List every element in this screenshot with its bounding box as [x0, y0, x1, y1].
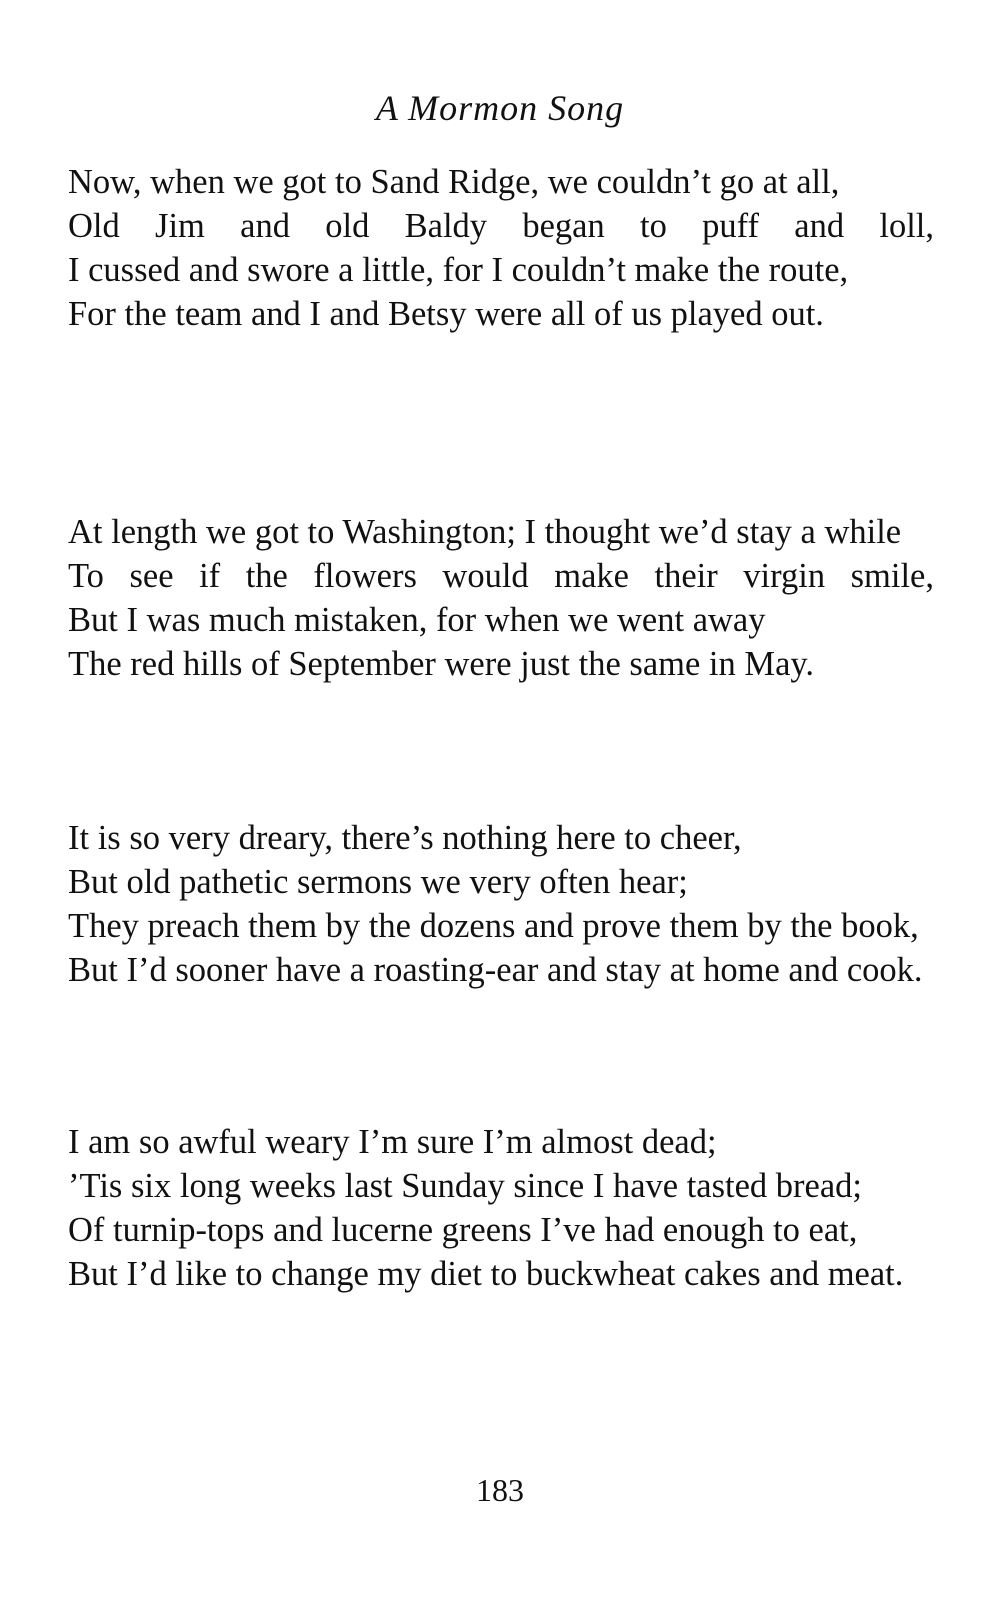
verse-line: The red hills of September were just the same in May. [68, 645, 815, 683]
verse-line: ’Tis six long weeks last Sunday since I have tasted bread; [68, 1167, 863, 1205]
verse-line: Old Jim and old Baldy began to puff and loll, [68, 207, 934, 245]
verse-line: They preach them by the dozens and prove them by the book, [68, 907, 919, 945]
verse-line: Now, when we got to Sand Ridge, we couldn’t go at all, [68, 163, 840, 201]
verse-line: For the team and I and Betsy were all of us played out. [68, 295, 824, 333]
verse-line: Of turnip-tops and lucerne greens I’ve had enough to eat, [68, 1211, 858, 1249]
verse-line: I am so awful weary I’m sure I’m almost dead; [68, 1123, 717, 1161]
page-number: 183 [476, 1472, 524, 1508]
verse-line: It is so very dreary, there’s nothing here to cheer, [68, 819, 742, 857]
verse-line: To see if the flowers would make their virgin smile, [68, 557, 934, 595]
verse-line: At length we got to Washington; I thought we’d stay a while [68, 513, 902, 551]
running-title: A Mormon Song [375, 88, 625, 128]
verse-line: But I’d like to change my diet to buckwheat cakes and meat. [68, 1255, 904, 1293]
verse-line: But I was much mistaken, for when we went away [68, 601, 766, 639]
verse-line: I cussed and swore a little, for I couldn’t make the route, [68, 251, 849, 289]
stanza [68, 160, 934, 336]
stanza [68, 1120, 934, 1296]
stanza [68, 510, 934, 686]
verse-line: But I’d sooner have a roasting-ear and stay at home and cook. [68, 951, 923, 989]
verse-line: But old pathetic sermons we very often hear; [68, 863, 688, 901]
stanza [68, 816, 934, 992]
